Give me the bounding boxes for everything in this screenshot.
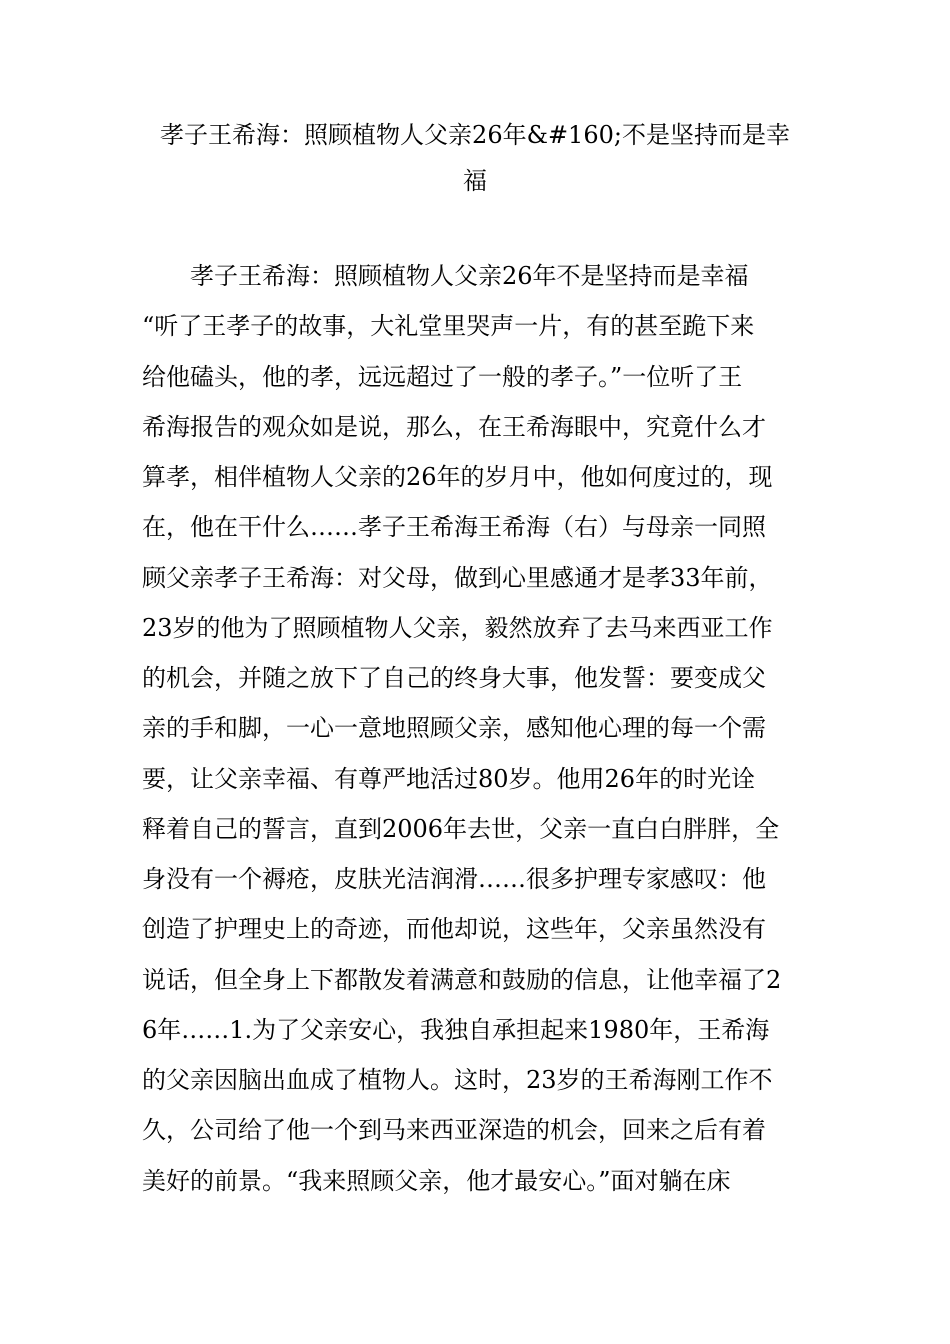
title-line-2: 福 (463, 167, 487, 195)
document-title (130, 112, 820, 204)
body-line-15: 说话，但全身上下都散发着满意和鼓励的信息，让他幸福了2 (142, 965, 782, 994)
body-line-17: 的父亲因脑出血成了植物人。这时，23岁的王希海刚工作不 (142, 1066, 773, 1094)
body-line-1: 孝子王希海：照顾植物人父亲26年不是坚持而是幸福 (190, 262, 749, 290)
body-line-10: 亲的手和脚，一心一意地照顾父亲，感知他心理的每一个需 (142, 714, 766, 743)
body-line-19: 美好的前景。“我来照顾父亲，他才最安心。”面对躺在床 (142, 1166, 731, 1195)
document-body (142, 251, 822, 1206)
body-line-5: 算孝，相伴植物人父亲的26年的岁月中，他如何度过的，现 (142, 463, 773, 491)
body-line-8: 23岁的他为了照顾植物人父亲，毅然放弃了去马来西亚工作 (142, 613, 773, 642)
body-line-6: 在，他在干什么……孝子王希海王希海（右）与母亲一同照 (142, 513, 766, 542)
body-line-13: 身没有一个褥疮，皮肤光洁润滑……很多护理专家感叹：他 (142, 865, 766, 893)
body-line-11: 要，让父亲幸福、有尊严地活过80岁。他用26年的时光诠 (142, 764, 756, 793)
body-line-7: 顾父亲孝子王希海：对父母，做到心里感通才是孝33年前， (142, 563, 773, 592)
body-line-12: 释着自己的誓言，直到2006年去世，父亲一直白白胖胖，全 (142, 814, 780, 843)
body-line-4: 希海报告的观众如是说，那么，在王希海眼中，究竟什么才 (142, 412, 766, 441)
body-line-3: 给他磕头，他的孝，远远超过了一般的孝子。”一位听了王 (142, 362, 743, 391)
body-line-16: 6年……1.为了父亲安心，我独自承担起来1980年，王希海 (142, 1015, 770, 1044)
body-line-18: 久，公司给了他一个到马来西亚深造的机会，回来之后有着 (142, 1116, 766, 1145)
body-line-14: 创造了护理史上的奇迹，而他却说，这些年，父亲虽然没有 (142, 915, 766, 944)
body-line-9: 的机会，并随之放下了自己的终身大事，他发誓：要变成父 (142, 664, 766, 692)
body-line-2: “听了王孝子的故事，大礼堂里哭声一片，有的甚至跪下来 (142, 312, 755, 341)
title-line-1: 孝子王希海：照顾植物人父亲26年&#160;不是坚持而是幸 (160, 121, 790, 149)
